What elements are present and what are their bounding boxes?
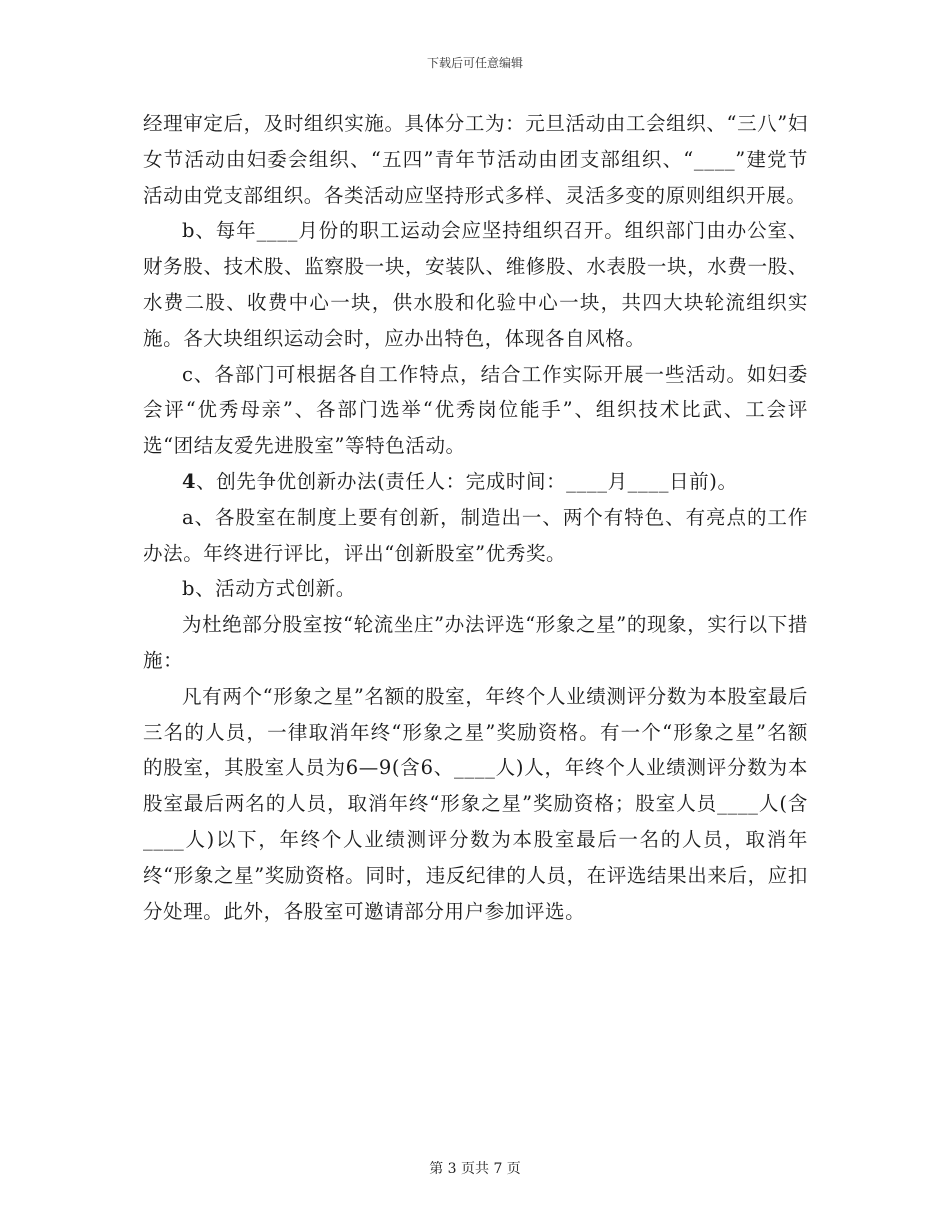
paragraph-activity-innovation: b、活动方式创新。 (182, 577, 356, 601)
section-heading-item-4 (143, 464, 808, 500)
item-number: 4 (182, 469, 197, 493)
paragraph-continuation: 经理审定后，及时组织实施。具体分工为：元旦活动由工会组织、“三八”妇女节活动由妇委会组织、“五四”青年节活动由团支部组织、“____”建党节活动由党支部组织。各类活动应坚持形式多样、灵活多变的原则组织开展。 (143, 112, 808, 207)
paragraph-sports-meet: b、每年____月份的职工运动会应坚持组织召开。组织部门由办公室、财务股、技术股、监察股一块，安装队、维修股、水表股一块，水费一股、水费二股、收费中心一块，供水股和化验中心一块，共四大块轮流组织实施。各大块组织运动会时，应办出特色，体现各自风格。 (143, 219, 808, 350)
paragraph-system-innovation: a、各股室在制度上要有创新，制造出一、两个有特色、有亮点的工作办法。年终进行评比，评出“创新股室”优秀奖。 (143, 505, 808, 565)
paragraph-department-activities: c、各部门可根据各自工作特点，结合工作实际开展一些活动。如妇委会评“优秀母亲”、各部门选举“优秀岗位能手”、组织技术比武、工会评选“团结友爱先进股室”等特色活动。 (143, 362, 808, 458)
paragraph-measures-detail: 凡有两个“形象之星”名额的股室，年终个人业绩测评分数为本股室最后三名的人员，一律取消年终“形象之星”奖励资格。有一个“形象之星”名额的股室，其股室人员为6—9(含6、____人)人，年终个人业绩测评分数为本股室最后两名的人员，取消年终“形象之星”奖励资格；股室人员____人(含____人)以下，年终个人业绩测评分数为本股室最后一名的人员，取消年终“形象之星”奖励资格。同时，违反纪律的人员，在评选结果出来后，应扣分处理。此外，各股室可邀请部分用户参加评选。 (143, 684, 808, 923)
page-number: 第 3 页共 7 页 (429, 1161, 521, 1177)
page-header-note: 下载后可任意编辑 (426, 56, 523, 70)
item-text: 、创先争优创新办法(责任人：完成时间：____月____日前)。 (196, 469, 738, 493)
document-body (143, 106, 808, 929)
paragraph-measures-intro: 为杜绝部分股室按“轮流坐庄”办法评选“形象之星”的现象，实行以下措施： (143, 613, 808, 672)
